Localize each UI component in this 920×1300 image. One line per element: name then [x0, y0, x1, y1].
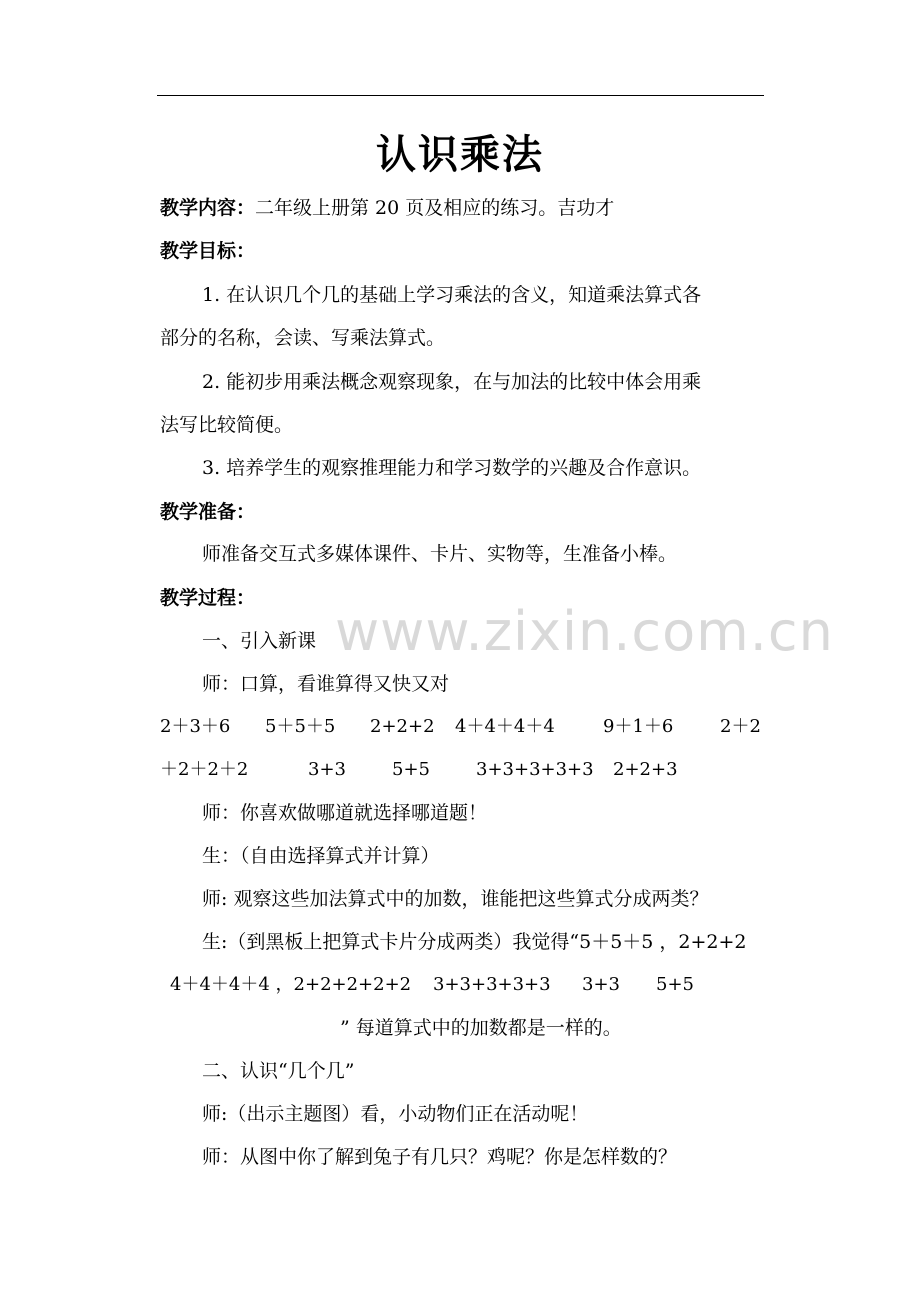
calc-item: 3+3 [308, 759, 346, 780]
teacher-line-3: 师: 观察这些加法算式中的加数，谁能把这些算式分成两类？ [202, 888, 709, 910]
calc-item: 4＋4＋4＋4 ，2+2+2+2+2 [170, 974, 412, 995]
student-line-2-end: ” 每道算式中的加数都是一样的。 [340, 1017, 622, 1039]
teacher-line-5: 师：从图中你了解到兔子有几只？鸡呢？你是怎样数的？ [202, 1146, 678, 1168]
calc-item: 4＋4＋4＋4 [455, 716, 555, 737]
goal1-line2: 部分的名称，会读、写乘法算式。 [160, 327, 446, 349]
process-label: 教学过程： [160, 587, 256, 609]
prep-label: 教学准备： [160, 501, 256, 523]
content-text: 二年级上册第 20 页及相应的练习。吉功才 [255, 197, 615, 219]
student-line-1: 生：（自由选择算式并计算） [202, 845, 440, 867]
teacher-line-2: 师：你喜欢做哪道就选择哪道题！ [202, 802, 488, 824]
section2-heading: 二、认识“几个几” [202, 1060, 355, 1082]
calc-item: 5+5 [656, 974, 694, 995]
calc-item: 3+3 [582, 974, 620, 995]
goal2-line2: 法写比较简便。 [160, 414, 294, 436]
section1-heading: 一、引入新课 [202, 630, 317, 652]
calc-item: 2＋2 [720, 716, 761, 737]
calc-item: ＋2＋2＋2 [160, 759, 249, 780]
content-label: 教学内容： [160, 197, 256, 219]
calc-item: 3+3+3+3+3 [476, 759, 594, 780]
goal1-line1: 1. 在认识几个几的基础上学习乘法的含义，知道乘法算式各 [202, 284, 702, 306]
document-title: 认识乘法 [376, 132, 544, 178]
goals-label: 教学目标： [160, 240, 256, 262]
content-line [160, 195, 614, 221]
header-rule [157, 95, 764, 96]
calc-item: 5+5 [392, 759, 430, 780]
teacher-line-4: 师:（出示主题图）看，小动物们正在活动呢！ [202, 1103, 589, 1125]
calc-item: 2+2+3 [613, 759, 678, 780]
calc-item: 2+2+2 [370, 716, 435, 737]
goal3: 3. 培养学生的观察推理能力和学习数学的兴趣及合作意识。 [202, 457, 702, 479]
watermark: www.zixin.com.cn [335, 600, 834, 663]
teacher-line-1: 师：口算，看谁算得又快又对 [202, 673, 450, 695]
student-line-2: 生:（到黑板上把算式卡片分成两类）我觉得“5＋5＋5 ，2+2+2 [202, 931, 747, 953]
calc-item: 3+3+3+3+3 [433, 974, 551, 995]
goal2-line1: 2. 能初步用乘法概念观察现象，在与加法的比较中体会用乘 [202, 371, 702, 393]
calc-item: 9＋1＋6 [603, 716, 674, 737]
prep-text: 师准备交互式多媒体课件、卡片、实物等，生准备小棒。 [202, 543, 678, 565]
calc-item: 2＋3＋6 [160, 716, 231, 737]
calc-item: 5＋5＋5 [265, 716, 336, 737]
